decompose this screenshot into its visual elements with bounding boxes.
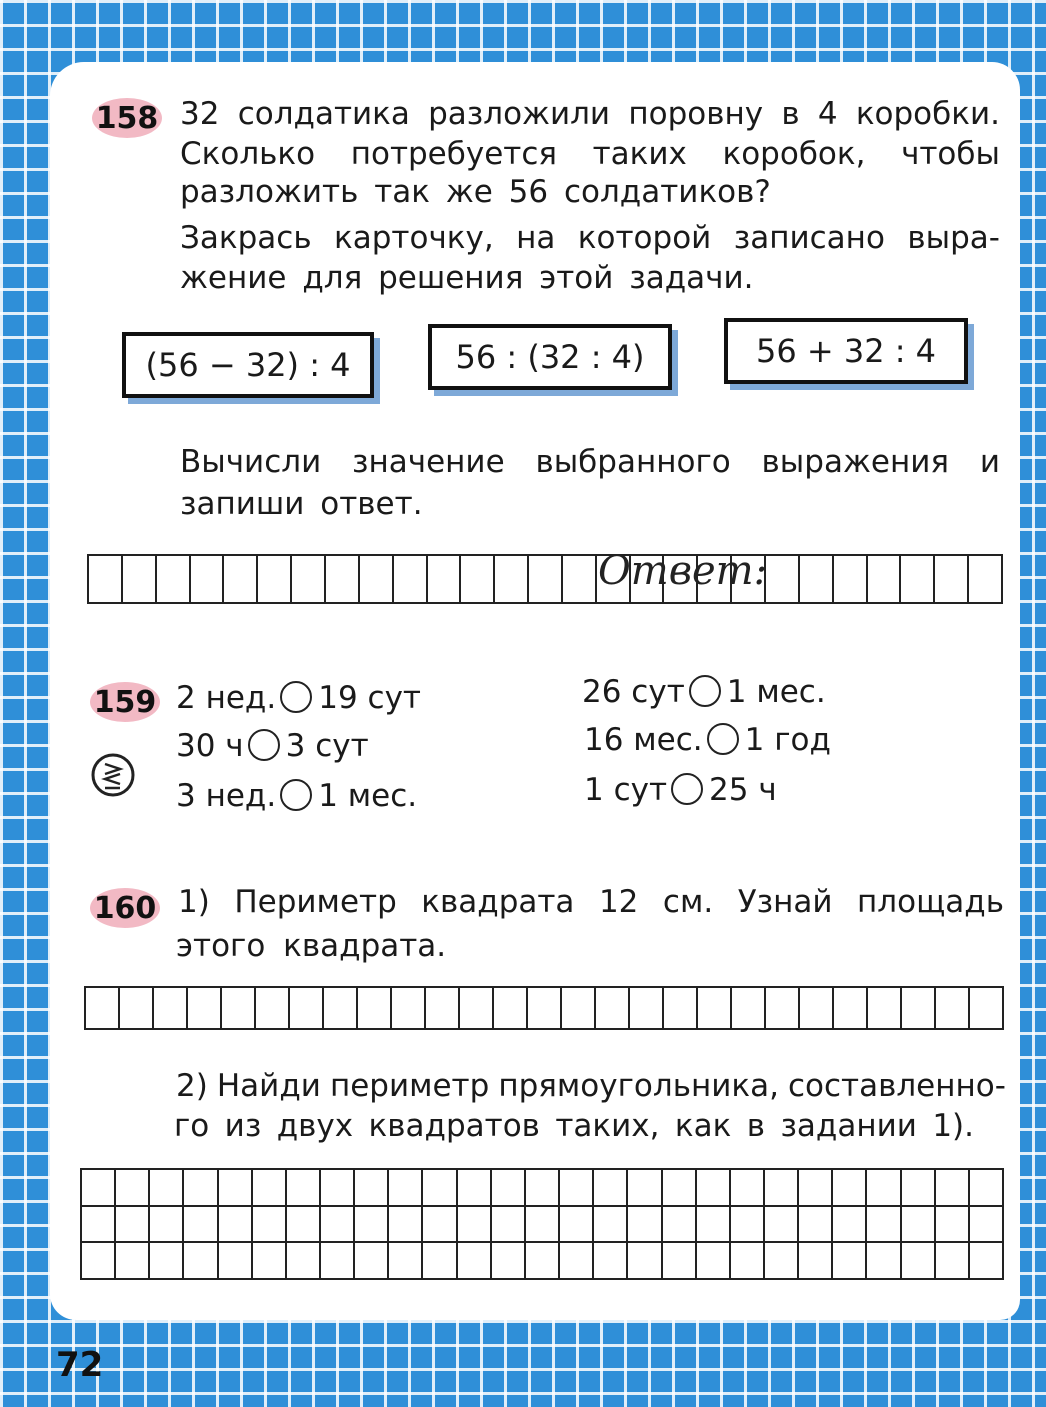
answer-label: Ответ: bbox=[598, 548, 768, 594]
comparison-row-left-2: 30 ч 3 сут bbox=[176, 728, 369, 764]
page-number: 72 bbox=[56, 1345, 104, 1385]
answer-grid-160-part2[interactable] bbox=[80, 1168, 1004, 1280]
task-158-compute-line-2: запиши ответ. bbox=[180, 486, 423, 522]
task-160-part2-line-1: 2) Найди периметр прямоугольника, составленно- bbox=[176, 1068, 1006, 1104]
task-158-badge bbox=[92, 98, 162, 138]
answer-grid-158[interactable] bbox=[87, 554, 1003, 604]
task-158-line-2: Сколько потребуется таких коробок, чтобы bbox=[180, 136, 1000, 172]
task-160-part1-line-1: 1) Периметр квадрата 12 см. Узнай площадь bbox=[178, 884, 1004, 920]
comparison-row-right-1: 26 сут 1 мес. bbox=[582, 674, 826, 710]
expression-card-2[interactable]: 56 : (32 : 4) bbox=[428, 324, 672, 390]
comparison-row-left-3: 3 нед. 1 мес. bbox=[176, 778, 418, 814]
comparison-row-right-3: 1 сут 25 ч bbox=[584, 772, 777, 808]
task-158-number: 158 bbox=[95, 100, 159, 136]
compare-circle-left-3[interactable] bbox=[280, 779, 312, 811]
task-158-line-4: Закрась карточку, на которой записано выра- bbox=[180, 220, 1000, 256]
task-160-part1-line-2: этого квадрата. bbox=[176, 928, 447, 964]
compare-circle-left-1[interactable] bbox=[280, 681, 312, 713]
comparison-row-left-1: 2 нед. 19 сут bbox=[176, 680, 421, 716]
workbook-page bbox=[50, 62, 1020, 1320]
expression-card-3[interactable]: 56 + 32 : 4 bbox=[724, 318, 968, 384]
compare-circle-right-1[interactable] bbox=[689, 675, 721, 707]
compare-signs-icon bbox=[90, 752, 136, 798]
task-160-badge bbox=[90, 888, 160, 928]
task-158-line-3: разложить так же 56 солдатиков? bbox=[180, 174, 771, 210]
task-158-compute-line-1: Вычисли значение выбранного выражения и bbox=[180, 444, 1000, 480]
task-158-line-1: 32 солдатика разложили поровну в 4 коробки. bbox=[180, 96, 1000, 132]
expression-card-1[interactable]: (56 − 32) : 4 bbox=[122, 332, 374, 398]
answer-grid-160-part1[interactable] bbox=[84, 986, 1004, 1030]
compare-circle-left-2[interactable] bbox=[248, 729, 280, 761]
task-160-number: 160 bbox=[93, 890, 157, 926]
compare-circle-right-2[interactable] bbox=[707, 723, 739, 755]
task-158-line-5: жение для решения этой задачи. bbox=[180, 260, 754, 296]
task-159-badge bbox=[90, 682, 160, 722]
task-159-number: 159 bbox=[93, 684, 157, 720]
comparison-row-right-2: 16 мес. 1 год bbox=[584, 722, 831, 758]
compare-circle-right-3[interactable] bbox=[671, 773, 703, 805]
task-160-part2-line-2: го из двух квадратов таких, как в задании 1). bbox=[174, 1108, 974, 1144]
